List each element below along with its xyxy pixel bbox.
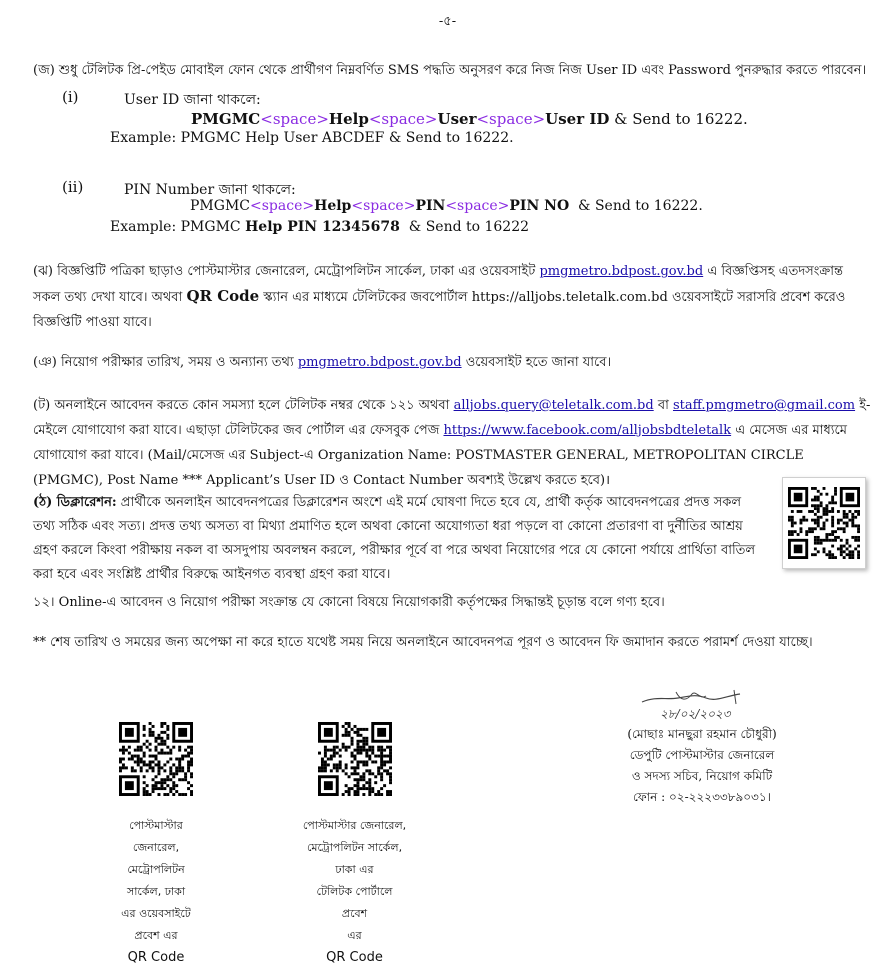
sms-token: Help [328, 110, 369, 128]
signatory-phone: ফোন : ০২-২২২৩৩৮৯০৩১। [633, 790, 771, 804]
qr-code-website [119, 722, 193, 796]
sms-token: <space> [351, 198, 416, 214]
sms-token: <space> [368, 110, 438, 128]
section-nio-text [33, 350, 871, 375]
advice-note: ** শেষ তারিখ ও সময়ের জন্য অপেক্ষা না করে হাতে যথেষ্ট সময় নিয়ে অনলাইনে আবেদনপত্র পূরণ ও আবেদন ফি জমাদান করতে পরামর্শ দেওয়া যাচ্ছে। [33, 635, 813, 650]
caption-line: QR Code [326, 950, 383, 965]
caption-line: পোস্টমাস্টার [129, 819, 183, 832]
signatory-role: ও সদস্য সচিব, নিয়োগ কমিটি [631, 769, 773, 783]
qr-code-frame [782, 477, 866, 569]
section-t-part: (ট) অনলাইনে আবেদন করতে কোন সমস্যা হলে টেলিটক নম্বর থেকে ১২১ অথবা [33, 398, 454, 413]
caption-line: জেনারেল, [132, 841, 180, 854]
section-j-i-num: (i) [62, 88, 79, 106]
facebook-link[interactable]: https://www.facebook.com/alljobsbdteletalk [443, 423, 732, 438]
sms-token: <space> [260, 110, 329, 128]
section-12-text: ১২। Online-এ আবেদন ও নিয়োগ পরীক্ষা সংক্রান্ত যে কোনো বিষয়ে নিয়োগকারী কর্তৃপক্ষের সিদ্ধান্তই চূড়ান্ত বলে গণ্য হবে। [33, 595, 665, 610]
qr-caption-website [96, 815, 216, 969]
sms-format-pin [190, 198, 703, 214]
caption-line: ঢাকা এর [335, 863, 374, 876]
section-t-text [33, 393, 871, 493]
qr-code-image [788, 487, 860, 559]
sms-token: <space> [445, 198, 510, 214]
sms-token: User [437, 110, 477, 128]
email-link-pmgmetro[interactable]: staff.pmgmetro@gmail.com [672, 398, 856, 413]
signatory-title: ডেপুটি পোস্টমাস্টার জেনারেল [629, 748, 775, 762]
sms-token: PMGMC [190, 198, 250, 214]
website-link[interactable]: pmgmetro.bdpost.gov.bd [297, 355, 462, 370]
sms-token: <space> [476, 110, 546, 128]
sms-format-user-id [191, 110, 748, 128]
section-jh-part: স্ক্যান এর মাধ্যমে টেলিটকের জবপোর্টাল https://alljobs.teletalk.com.bd ওয়েবসাইটে সরাসরি প্রবেশ করেও বিজ্ঞপ্তিটি পাওয়া যাবে। [33, 290, 846, 330]
sms-token: & Send to 16222. [609, 110, 748, 128]
signature-date: ২৮/০২/২০২৩ [660, 707, 731, 721]
section-nio-part: ওয়েবসাইট হতে জানা যাবে। [461, 355, 612, 370]
qr-code-teletalk-portal [318, 722, 392, 796]
caption-line: পোস্টমাস্টার জেনারেল, [302, 819, 407, 832]
example-pin-command: Help PIN 12345678 [245, 219, 400, 235]
section-j-ii-num: (ii) [62, 178, 84, 196]
caption-line: এর [347, 929, 362, 942]
email-link-teletalk[interactable]: alljobs.query@teletalk.com.bd [453, 398, 654, 413]
section-jh-text [33, 259, 871, 335]
sms-token: PIN [415, 198, 446, 214]
section-j-ii-label: PIN Number জানা থাকলে: [124, 182, 296, 198]
section-t-part: ই-মেইলে যোগাযোগ করা যাবে। এছাড়া টেলিটকের জব পোর্টাল এর ফেসবুক পেজ [33, 398, 871, 438]
caption-line: সার্কেল, ঢাকা [126, 885, 186, 898]
declaration-text: প্রার্থীকে অনলাইন আবেদনপত্রের ডিক্লারেশন অংশে এই মর্মে ঘোষণা দিতে হবে যে, প্রার্থী কর্তৃক আবেদনপত্রের প্রদত্ত সকল তথ্য সঠিক এবং সত্য। প্রদত্ত তথ্য অসত্য বা মিথ্যা প্রমাণিত হলে অথবা কোনো অযোগ্যতা ধরা পড়লে বা কোনো প্রতারণা বা দুর্নীতির আশ্রয় গ্রহণ করলে কিংবা পরীক্ষায় নকল বা অসদুপায় অবলম্বন করলে, পরীক্ষার পূর্বে বা পরে অথবা নিয়োগের পরে যে কোনো পর্যায়ে প্রার্থিতা বাতিল করা হবে এবং সংশ্লিষ্ট প্রার্থীর বিরুদ্ধে আইনগত ব্যবস্থা গ্রহণ করা যাবে। [33, 495, 756, 582]
section-jh-part: এ বিজ্ঞপ্তিসহ এতদসংক্রান্ত সকল তথ্য দেখা যাবে। অথবা [33, 264, 843, 305]
section-j-text: (জ) শুধু টেলিটক প্রি-পেইড মোবাইল ফোন থেকে প্রার্থীগণ নিম্নবর্ণিত SMS পদ্ধতি অনুসরণ করে নিজ নিজ User ID এবং Password পুনরুদ্ধার করতে পারবেন। [33, 63, 867, 78]
caption-line: QR Code [127, 950, 185, 965]
declaration-heading: (ঠ) ডিক্লারেশন: [33, 495, 117, 510]
caption-line: এর ওয়েবসাইটে [121, 907, 191, 920]
caption-line: মেট্রোপলিটন সার্কেল, [306, 841, 403, 854]
section-t-part: এ মেসেজ এর মাধ্যমে যোগাযোগ করা যাবে। (Mail/মেসেজ এর Subject-এ Organization Name: POSTMASTER GENERAL, METROPOLITAN CIRCLE (PMGMC), Post Name *** Applicant’s User ID ও Contact Number অবশ্যই উল্লেখ করতে হবে)। [33, 423, 847, 488]
section-nio-part: (ঞ) নিয়োগ পরীক্ষার তারিখ, সময় ও অন্যান্য তথ্য [33, 355, 298, 370]
qr-caption-teletalk [282, 815, 427, 969]
sms-token: User ID [545, 110, 610, 128]
example-pin [110, 219, 529, 235]
example-user-id: Example: PMGMC Help User ABCDEF & Send to 16222. [110, 130, 514, 146]
section-t-part: বা [653, 398, 673, 413]
section-jh-part: (ঝ) বিজ্ঞপ্তিটি পত্রিকা ছাড়াও পোস্টমাস্টার জেনারেল, মেট্রোপলিটন সার্কেল, ঢাকা এর ওয়েবসাইট [33, 264, 540, 279]
sms-token: <space> [250, 198, 315, 214]
sms-token: & Send to 16222. [569, 198, 703, 214]
caption-line: প্রবেশ এর [134, 929, 178, 942]
signatory-block [612, 724, 792, 808]
sms-token: Help [314, 198, 352, 214]
example-pin-prefix: Example: PMGMC [110, 219, 246, 235]
page-number: -৫- [438, 14, 457, 29]
signatory-name: (মোছাঃ মানছুরা রহমান চৌধুরী) [627, 727, 777, 741]
section-j-i-label: User ID জানা থাকলে: [124, 92, 261, 108]
qr-code-text: QR Code [186, 287, 260, 305]
example-pin-suffix: & Send to 16222 [399, 219, 530, 235]
caption-line: টেলিটক পোর্টালে [316, 885, 393, 898]
caption-line: প্রবেশ [341, 907, 368, 920]
sms-token: PMGMC [191, 110, 261, 128]
caption-line: মেট্রোপলিটন [127, 863, 185, 876]
section-th-text [33, 491, 761, 587]
website-link[interactable]: pmgmetro.bdpost.gov.bd [539, 264, 704, 279]
sms-token: PIN NO [509, 198, 570, 214]
